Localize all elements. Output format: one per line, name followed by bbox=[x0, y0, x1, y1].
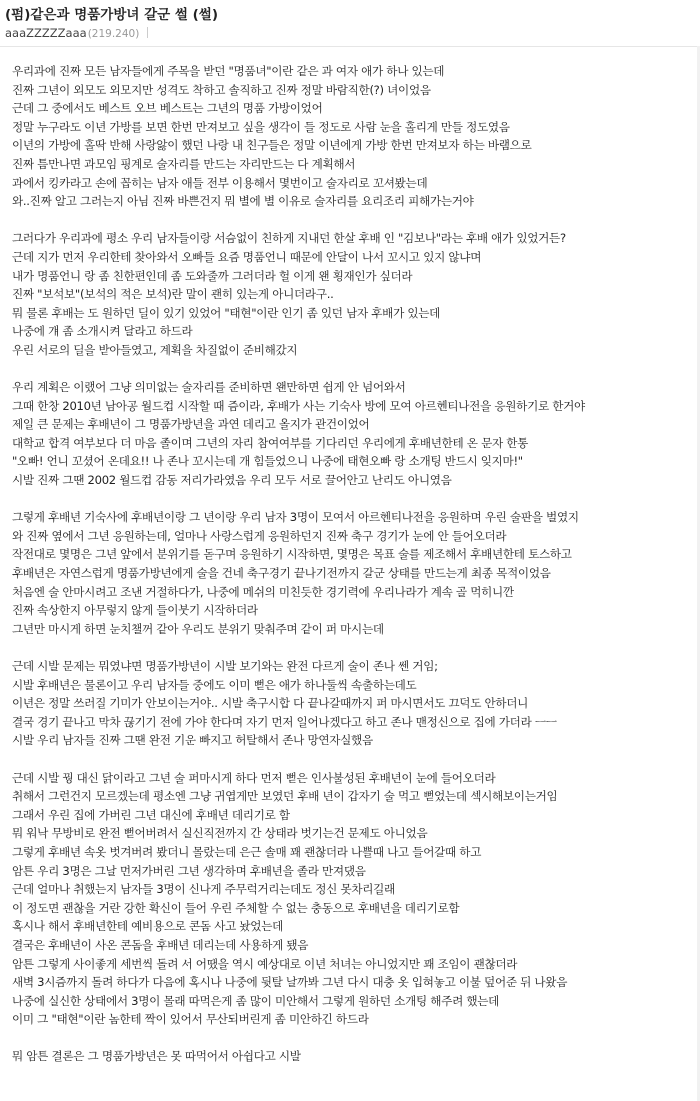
body-text-line: 암튼 그렇게 사이좋게 세번씩 돌려 서 어땠을 역시 예상대로 이년 처녀는 아니었지만 꽤 조임이 괜찮더라 bbox=[12, 956, 518, 971]
paragraph-spacer bbox=[12, 360, 696, 379]
body-text-line: 근데 그 중에서도 베스트 오브 베스트는 그년의 명품 가방이었어 bbox=[12, 101, 323, 116]
body-text-line: 취해서 그런건지 모르겠는데 평소엔 그냥 귀엽게만 보였던 후배 년이 갑자기 술 먹고 뻗었는데 섹시해보이는거임 bbox=[12, 789, 558, 804]
body-text-line: 제일 큰 문제는 후배년이 그 명품가방년을 과연 데리고 올지가 관건이었어 bbox=[12, 417, 370, 432]
body-text-line: 시발 우리 남자들 진짜 그땐 완전 기운 빠지고 허탈해서 존나 망연자실했음 bbox=[12, 733, 373, 748]
post-header bbox=[0, 0, 700, 47]
paragraph-spacer bbox=[12, 211, 696, 230]
body-text-line: 그렇게 후배년 속옷 벗겨버려 봤더니 몰랐는데 은근 솔매 꽤 괜찮더라 나쁠때 나고 들어갈때 하고 bbox=[12, 844, 482, 859]
paragraph-spacer bbox=[12, 750, 696, 769]
meta-divider bbox=[147, 27, 148, 38]
post-body bbox=[12, 62, 696, 1066]
body-text-line: 이 정도면 괜찮을 거란 강한 확신이 들어 우린 주체할 수 없는 충동으로 후배년을 데리기로함 bbox=[12, 900, 460, 915]
body-text-line: 이미 그 "태현"이란 놈한테 짝이 있어서 무산되버린게 좀 미안하긴 하드라 bbox=[12, 1012, 369, 1027]
body-text-line: 뭐 워낙 무방비로 완전 뻗어버려서 실신직전까지 간 상태라 벗기는건 문제도 아니었음 bbox=[12, 826, 428, 841]
body-text-line: 근데 지가 먼저 우리한테 찾아와서 오빠들 요즘 명품언니 때문에 안달이 나서 꼬시고 있지 않냐며 bbox=[12, 249, 482, 264]
post-title: (펌)같은과 명품가방녀 갈군 썰 (썰) bbox=[5, 7, 219, 23]
body-text-line: 와 진짜 옆에서 그년 응원하는데, 얼마나 사랑스럽게 응원하던지 진짜 축구 경기가 눈에 안 들어오더라 bbox=[12, 528, 507, 543]
body-text-line: 시발 후배년은 물론이고 우리 남자들 중에도 이미 뻗은 애가 하나둘씩 속출하는데도 bbox=[12, 677, 417, 692]
post-meta bbox=[5, 26, 148, 40]
body-text-line: 나중에 실신한 상태에서 3명이 몰래 따먹은게 좀 많이 미안해서 그렇게 원하던 소개팅 해주려 했는데 bbox=[12, 993, 500, 1008]
body-text-line: 새벽 3시즘까지 돌려 하다가 다음에 혹시나 나중에 뒷탈 날까봐 그년 다시 대충 옷 입혀놓고 이불 덮어준 뒤 나왔음 bbox=[12, 975, 568, 990]
body-text-line: 그래서 우린 집에 가버린 그년 대신에 후배년 데리기로 함 bbox=[12, 807, 290, 822]
author-name[interactable]: aaaZZZZZaaa bbox=[5, 26, 87, 40]
body-text-line: 우리과에 진짜 모든 남자들에게 주목을 받던 "명품녀"이란 같은 과 여자 애가 하나 있는데 bbox=[12, 64, 445, 78]
body-text-line: 작전대로 몇명은 그년 앞에서 분위기를 돋구며 응원하기 시작하면, 몇명은 목표 술를 제조해서 후배년한테 토스하고 bbox=[12, 547, 572, 562]
body-text-line: 우린 서로의 딜을 받아들였고, 계획을 차질없이 준비해갔지 bbox=[12, 342, 298, 357]
body-text-line: 진짜 속상한지 아무렇지 않게 들이붓기 시작하더라 bbox=[12, 603, 258, 618]
body-text-line: "오빠! 언니 꼬셨어 온데요!! 나 존나 꼬시는데 개 힘들었으니 나중에 태현오빠 랑 소개팅 반드시 잊지마!" bbox=[12, 454, 523, 469]
paragraph-spacer bbox=[12, 490, 696, 509]
body-text-line: 근데 시발 꿩 대신 닭이라고 그년 술 퍼마시게 하다 먼저 뻗은 인사불성된 후배년이 눈에 들어오더라 bbox=[12, 770, 496, 785]
body-text-line: 진짜 틈만나면 과모임 핑계로 술자리를 만드는 자리만드는 다 계획해서 bbox=[12, 156, 356, 171]
paragraph-spacer bbox=[12, 1029, 696, 1048]
author-ip: (219.240) bbox=[87, 28, 140, 40]
body-text-line: 근데 시발 문제는 뭐였냐면 명품가방년이 시발 보기와는 완전 다르게 술이 존나 쎈 거임; bbox=[12, 659, 438, 673]
paragraph-spacer bbox=[12, 638, 696, 657]
body-text-line: 나중에 걔 좀 소개시켜 달라고 하드라 bbox=[12, 324, 193, 339]
body-text-line: 결국 경기 끝나고 막차 끊기기 전에 가야 한다며 자기 먼저 일어나겠다고 하고 존나 맨정신으로 집에 가더라 ㅡㅡ bbox=[12, 714, 557, 729]
body-text-line: 뭐 물론 후배는 도 원하던 딜이 있기 있었어 "태현"이란 인기 좀 있던 남자 후배가 있는데 bbox=[12, 305, 441, 320]
body-text-line: 그렇게 후배년 기숙사에 후배년이랑 그 년이랑 우리 남자 3명이 모여서 아르헨티나전을 응원하며 우린 술판을 벌였지 bbox=[12, 510, 579, 525]
body-text-line: 시발 진짜 그땐 2002 월드컵 감동 저리가라였음 우리 모두 서로 끌어안고 난리도 아니였음 bbox=[12, 473, 452, 488]
body-text-line: 그때 한창 2010년 남아공 월드컵 시작할 때 즘이라, 후배가 사는 기숙사 방에 모여 아르헨티나전을 응원하기로 한거야 bbox=[12, 398, 585, 413]
body-text-line: 진짜 그년이 외모도 외모지만 성격도 착하고 솔직하고 진짜 정말 바람직한(?) 녀이었음 bbox=[12, 82, 431, 97]
body-text-line: 그러다가 우리과에 평소 우리 남자들이랑 서슴없이 친하게 지내던 한살 후배 인 "김보나"라는 후배 애가 있었거든? bbox=[12, 231, 566, 246]
body-text-line: 과에서 킹카라고 손에 꼽히는 남자 애들 전부 이용해서 몇번이고 술자리로 꼬셔봤는데 bbox=[12, 175, 428, 190]
body-text-line: 혹시나 해서 후배년한테 예비용으로 콘돔 사고 놨었는데 bbox=[12, 919, 284, 934]
body-text-line: 결국은 후배년이 사온 콘돔을 후배년 데리는데 사용하게 됐음 bbox=[12, 937, 309, 952]
body-text-line: 후배년은 자연스럽게 명품가방년에게 술을 건네 축구경기 끝나기전까지 갈군 상태를 만드는게 최종 목적이었음 bbox=[12, 566, 551, 581]
body-text-line: 이년은 정말 쓰러질 기미가 안보이는거야.. 시발 축구시합 다 끝나갈때까지 퍼 마시면서도 끄덕도 안하더니 bbox=[12, 696, 529, 711]
body-text-line: 이년의 가방에 홀딱 반해 사랑앓이 했던 나랑 내 친구들은 정말 이년에게 가방 한번 만져보자 하는 바램으로 bbox=[12, 138, 532, 153]
body-text-line: 처음엔 술 안마시려고 조낸 거절하다가, 나중에 메쉬의 미친듯한 경기력에 우리나라가 계속 골 먹히니깐 bbox=[12, 584, 514, 599]
body-text-line: 정말 누구라도 이년 가방를 보면 한번 만져보고 싶을 생각이 들 정도로 사람 눈을 홀리게 만들 정도였음 bbox=[12, 119, 510, 134]
body-text-line: 대학교 합격 여부보다 더 마음 졸이며 그년의 자리 참여여부를 기다리던 우리에게 후배년한테 온 문자 한통 bbox=[12, 435, 529, 450]
body-text-line: 암튼 우리 3명은 그날 먼저가버린 그년 생각하며 후배년을 졸라 만져댔음 bbox=[12, 863, 366, 878]
body-text-line: 와..진짜 알고 그러는지 아님 진짜 바쁜건지 뭐 별에 별 이유로 술자리를 요리조리 피해가는거야 bbox=[12, 194, 474, 209]
body-text-line: 내가 명품언니 랑 좀 친한편인데 좀 도와줄까 그러더라 헐 이게 왠 횡재인가 싶더라 bbox=[12, 268, 413, 283]
body-text-line: 근데 얼마나 취했는지 남자들 3명이 신나게 주무럭거리는데도 정신 못차리길래 bbox=[12, 882, 395, 897]
body-text-line: 우리 계획은 이랬어 그냥 의미없는 술자리를 준비하면 왠만하면 쉽게 안 넘어와서 bbox=[12, 380, 406, 395]
body-text-line: 그년만 마시게 하면 눈치챌꺼 같아 우리도 분위기 맞춰주며 같이 퍼 마시는데 bbox=[12, 621, 384, 636]
body-text-line: 뭐 암튼 결론은 그 명품가방년은 못 따먹어서 아쉽다고 시발 bbox=[12, 1049, 301, 1064]
body-text-line: 진짜 "보석보"(보석의 적은 보석)란 말이 괜히 있는게 아니더라구.. bbox=[12, 287, 334, 302]
